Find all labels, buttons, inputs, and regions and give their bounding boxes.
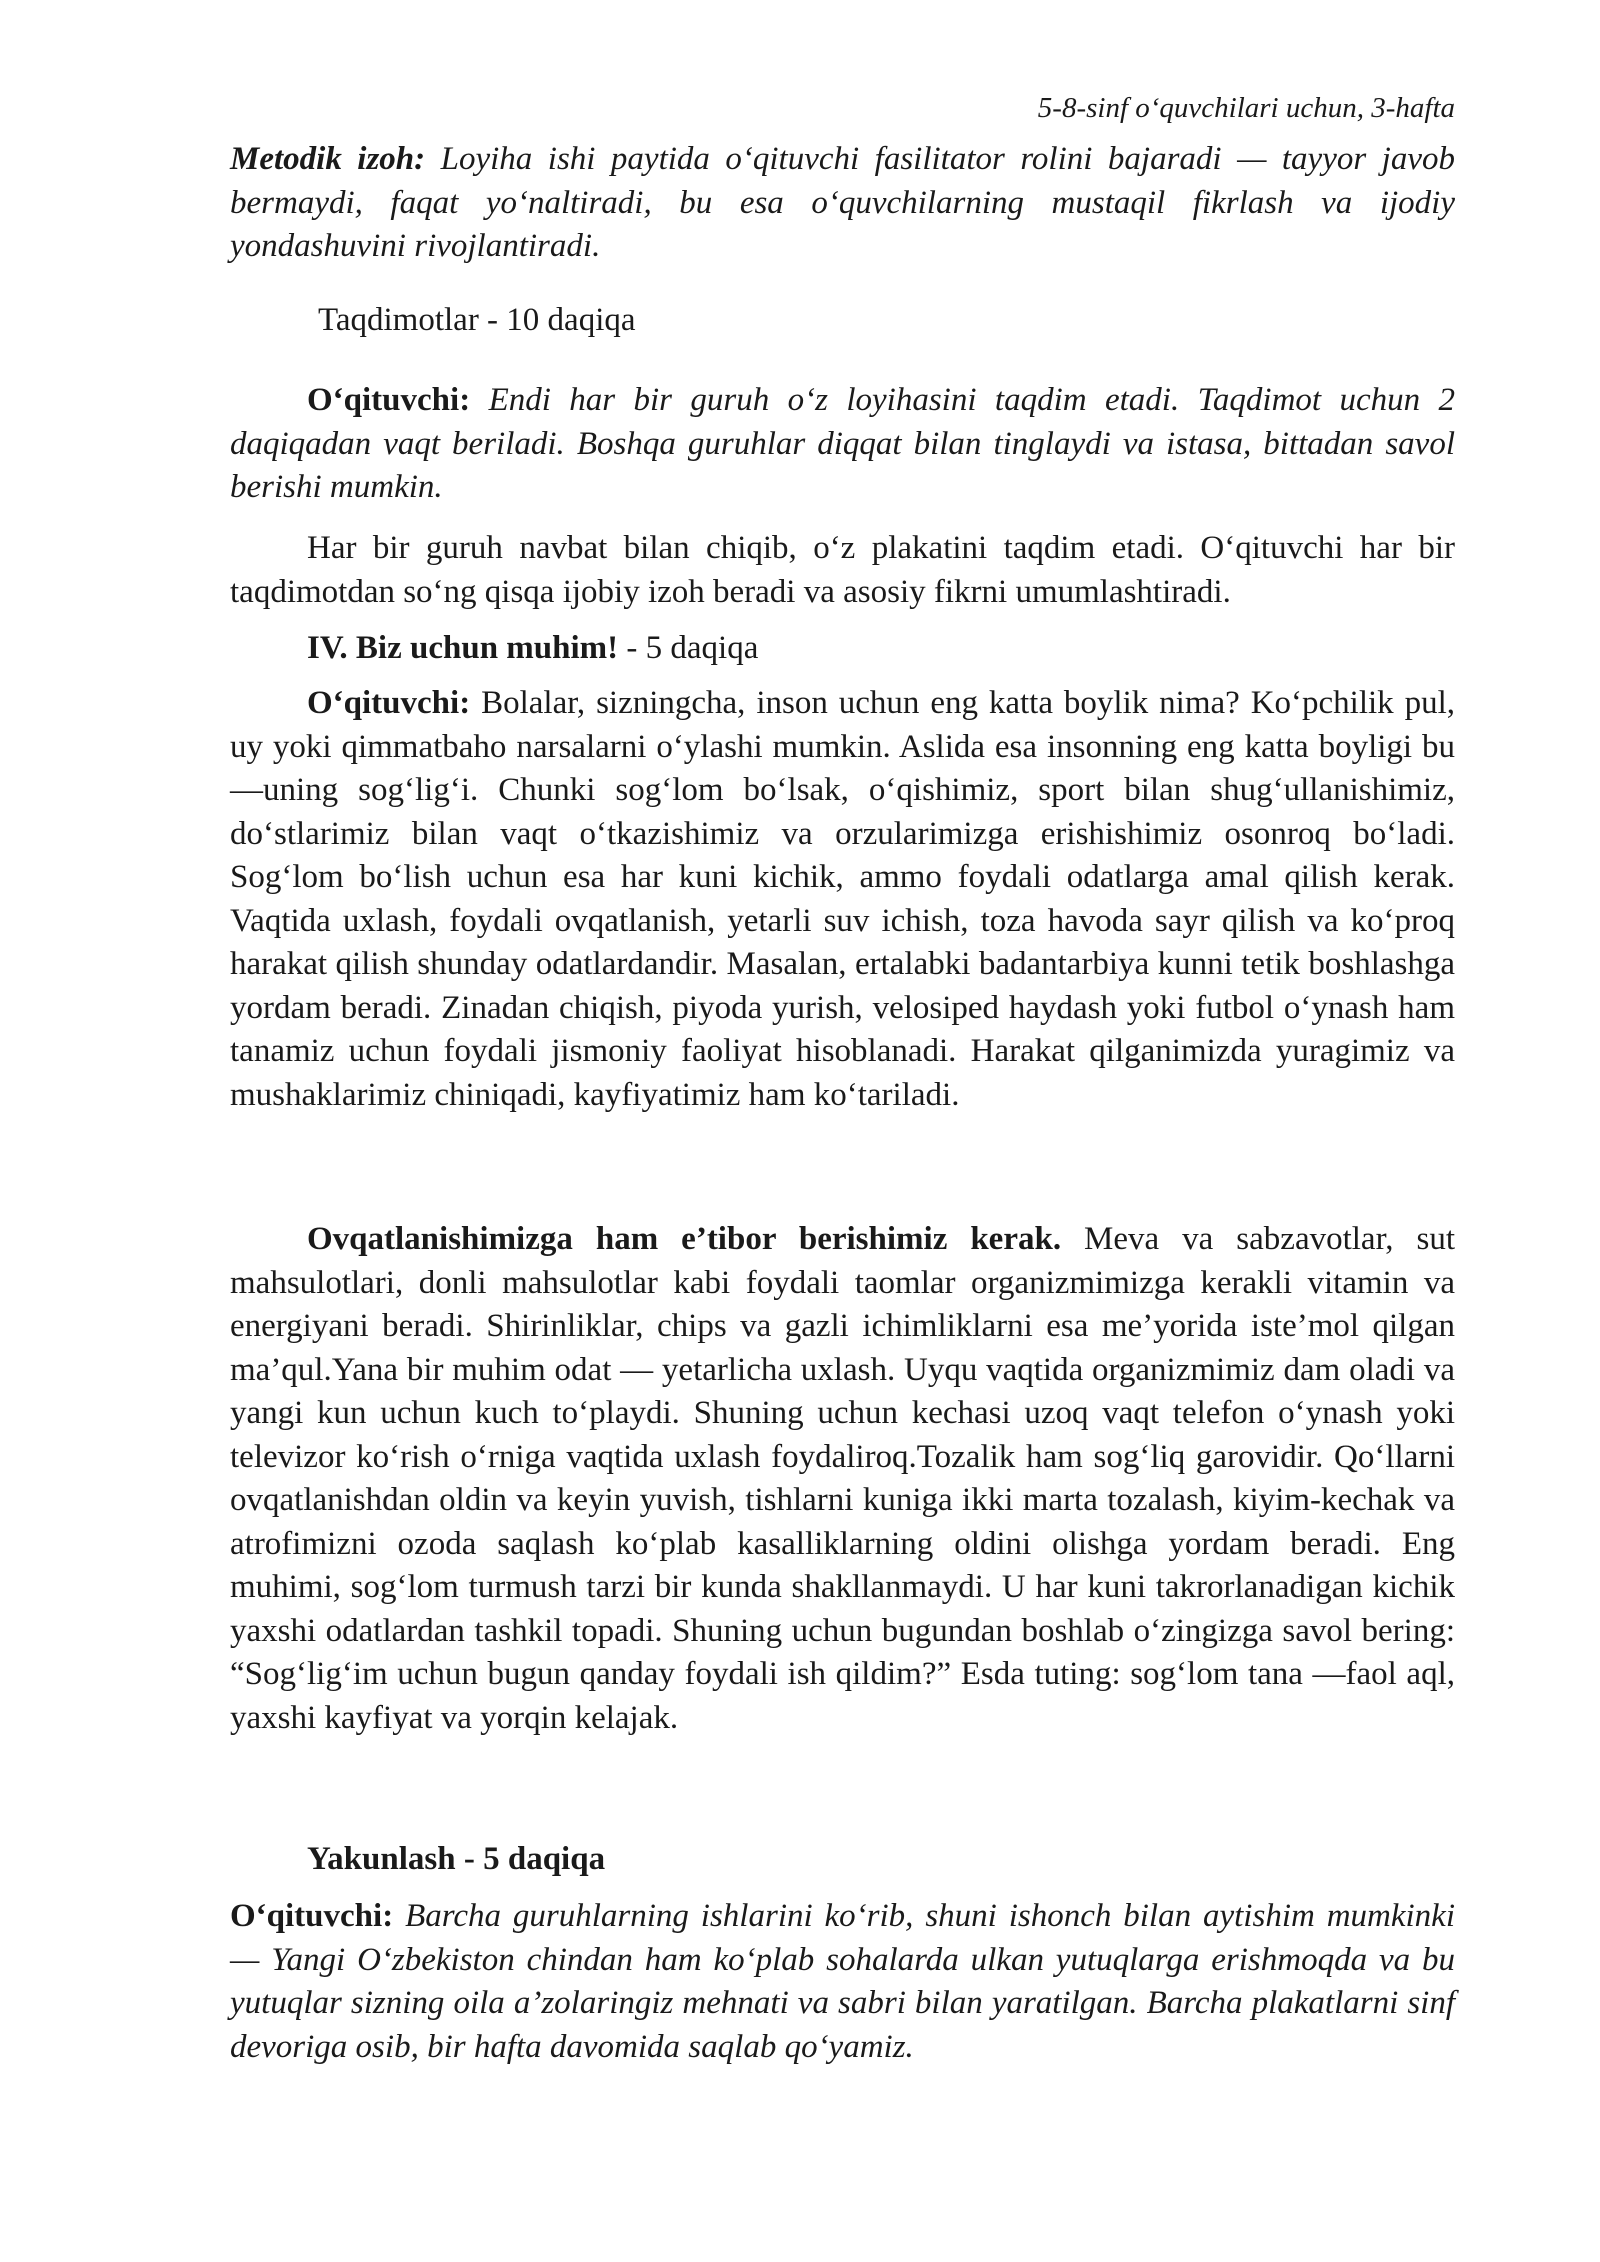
section-heading-important bbox=[307, 627, 758, 671]
teacher-speech-conclusion bbox=[230, 1895, 1455, 2069]
methodical-note-label: Metodik izoh: bbox=[230, 141, 426, 177]
teacher-label: O‘qituvchi: bbox=[307, 685, 471, 721]
teacher-text: Endi har bir guruh o‘z loyihasini taqdim etadi. Taqdimot uchun 2 daqiqadan vaqt beriladi. Boshqa guruhlar diqqat bilan tinglaydi va istasa, bittadan savol berishi mumkin. bbox=[230, 382, 1455, 505]
conclusion-heading: Yakunlash - 5 daqiqa bbox=[307, 1841, 606, 1877]
section-heading-title: IV. Biz uchun muhim! bbox=[307, 630, 619, 666]
section-heading-duration: - 5 daqiqa bbox=[618, 630, 759, 666]
teacher-text: Barcha guruhlarning ishlarini ko‘rib, shuni ishonch bilan aytishim mumkinki — Yangi O‘zbekiston chindan ham ko‘plab sohalarda ulkan yutuqlarga erishmoqda va bu yutuqlar sizning oila a’zolaringiz mehnati va sabri bilan yaratilgan. Barcha plakatlarni sinf devoriga osib, bir hafta davomida saqlab qo‘yamiz. bbox=[230, 1898, 1455, 2065]
teacher-label: O‘qituvchi: bbox=[230, 1898, 394, 1934]
methodical-note-text: Loyiha ishi paytida o‘qituvchi fasilitator rolini bajaradi — tayyor javob bermaydi, faqat yo‘naltiradi, bu esa o‘quvchilarning mustaqil fikrlash va ijodiy yondashuvini rivojlantiradi. bbox=[230, 141, 1455, 264]
nutrition-lead: Ovqatlanishimizga ham e’tibor berishimiz kerak. bbox=[307, 1221, 1062, 1257]
teacher-speech-health bbox=[230, 682, 1455, 1117]
nutrition-paragraph bbox=[230, 1218, 1455, 1740]
nutrition-text: Meva va sabzavotlar, sut mahsulotlari, donli mahsulotlar kabi foydali taomlar organizmimizga kerakli vitamin va energiyani beradi. Shirinliklar, chips va gazli ichimliklarni esa me’yorida iste’mol qilgan ma’qul.Yana bir muhim odat — yetarlicha uxlash. Uyqu vaqtida organizmimiz dam oladi va yangi kun uchun kuch to‘playdi. Shuning uchun kechasi uzoq vaqt telefon o‘ynash yoki televizor ko‘rish o‘rniga vaqtida uxlash foydaliroq.Tozalik ham sog‘liq garovidir. Qo‘llarni ovqatlanishdan oldin va keyin yuvish, tishlarni kuniga ikki marta tozalash, kiyim-kechak va atrofimizni ozoda saqlash ko‘plab kasalliklarning oldini olishga yordam beradi. Eng muhimi, sog‘lom turmush tarzi bir kunda shakllanmaydi. U har kuni takrorlanadigan kichik yaxshi odatlardan tashkil topadi. Shuning uchun bugundan boshlab o‘zingizga savol bering: “Sog‘lig‘im uchun bugun qanday foydali ish qildim?” Esda tuting: sog‘lom tana —faol aql, yaxshi kayfiyat va yorqin kelajak. bbox=[230, 1221, 1455, 1736]
presentations-heading: Taqdimotlar - 10 daqiqa bbox=[318, 302, 636, 338]
teacher-label: O‘qituvchi: bbox=[307, 382, 471, 418]
presentations-body: Har bir guruh navbat bilan chiqib, o‘z plakatini taqdim etadi. O‘qituvchi har bir taqdimotdan so‘ng qisqa ijobiy izoh beradi va asosiy fikrni umumlashtiradi. bbox=[230, 530, 1455, 610]
teacher-speech-presentations bbox=[230, 379, 1455, 510]
teacher-text: Bolalar, sizningcha, inson uchun eng katta boylik nima? Ko‘pchilik pul, uy yoki qimmatbaho narsalarni o‘ylashi mumkin. Aslida esa insonning eng katta boyligi bu —uning sog‘lig‘i. Chunki sog‘lom bo‘lsak, o‘qishimiz, sport bilan shug‘ullanishimiz, do‘stlarimiz bilan vaqt o‘tkazishimiz va orzularimizga erishishimiz osonroq bo‘ladi. Sog‘lom bo‘lish uchun esa har kuni kichik, ammo foydali odatlarga amal qilish kerak. Vaqtida uxlash, foydali ovqatlanish, yetarli suv ichish, toza havoda sayr qilish va ko‘proq harakat qilish shunday odatlardandir. Masalan, ertalabki badantarbiya kunni tetik boshlashga yordam beradi. Zinadan chiqish, piyoda yurish, velosiped haydash yoki futbol o‘ynash ham tanamiz uchun foydali jismoniy faoliyat hisoblanadi. Harakat qilganimizda yuragimiz va mushaklarimiz chiniqadi, kayfiyatimiz ham ko‘tariladi. bbox=[230, 685, 1455, 1113]
running-header: 5-8-sinf o‘quvchilari uchun, 3-hafta bbox=[1037, 92, 1455, 124]
methodical-note bbox=[230, 138, 1455, 269]
